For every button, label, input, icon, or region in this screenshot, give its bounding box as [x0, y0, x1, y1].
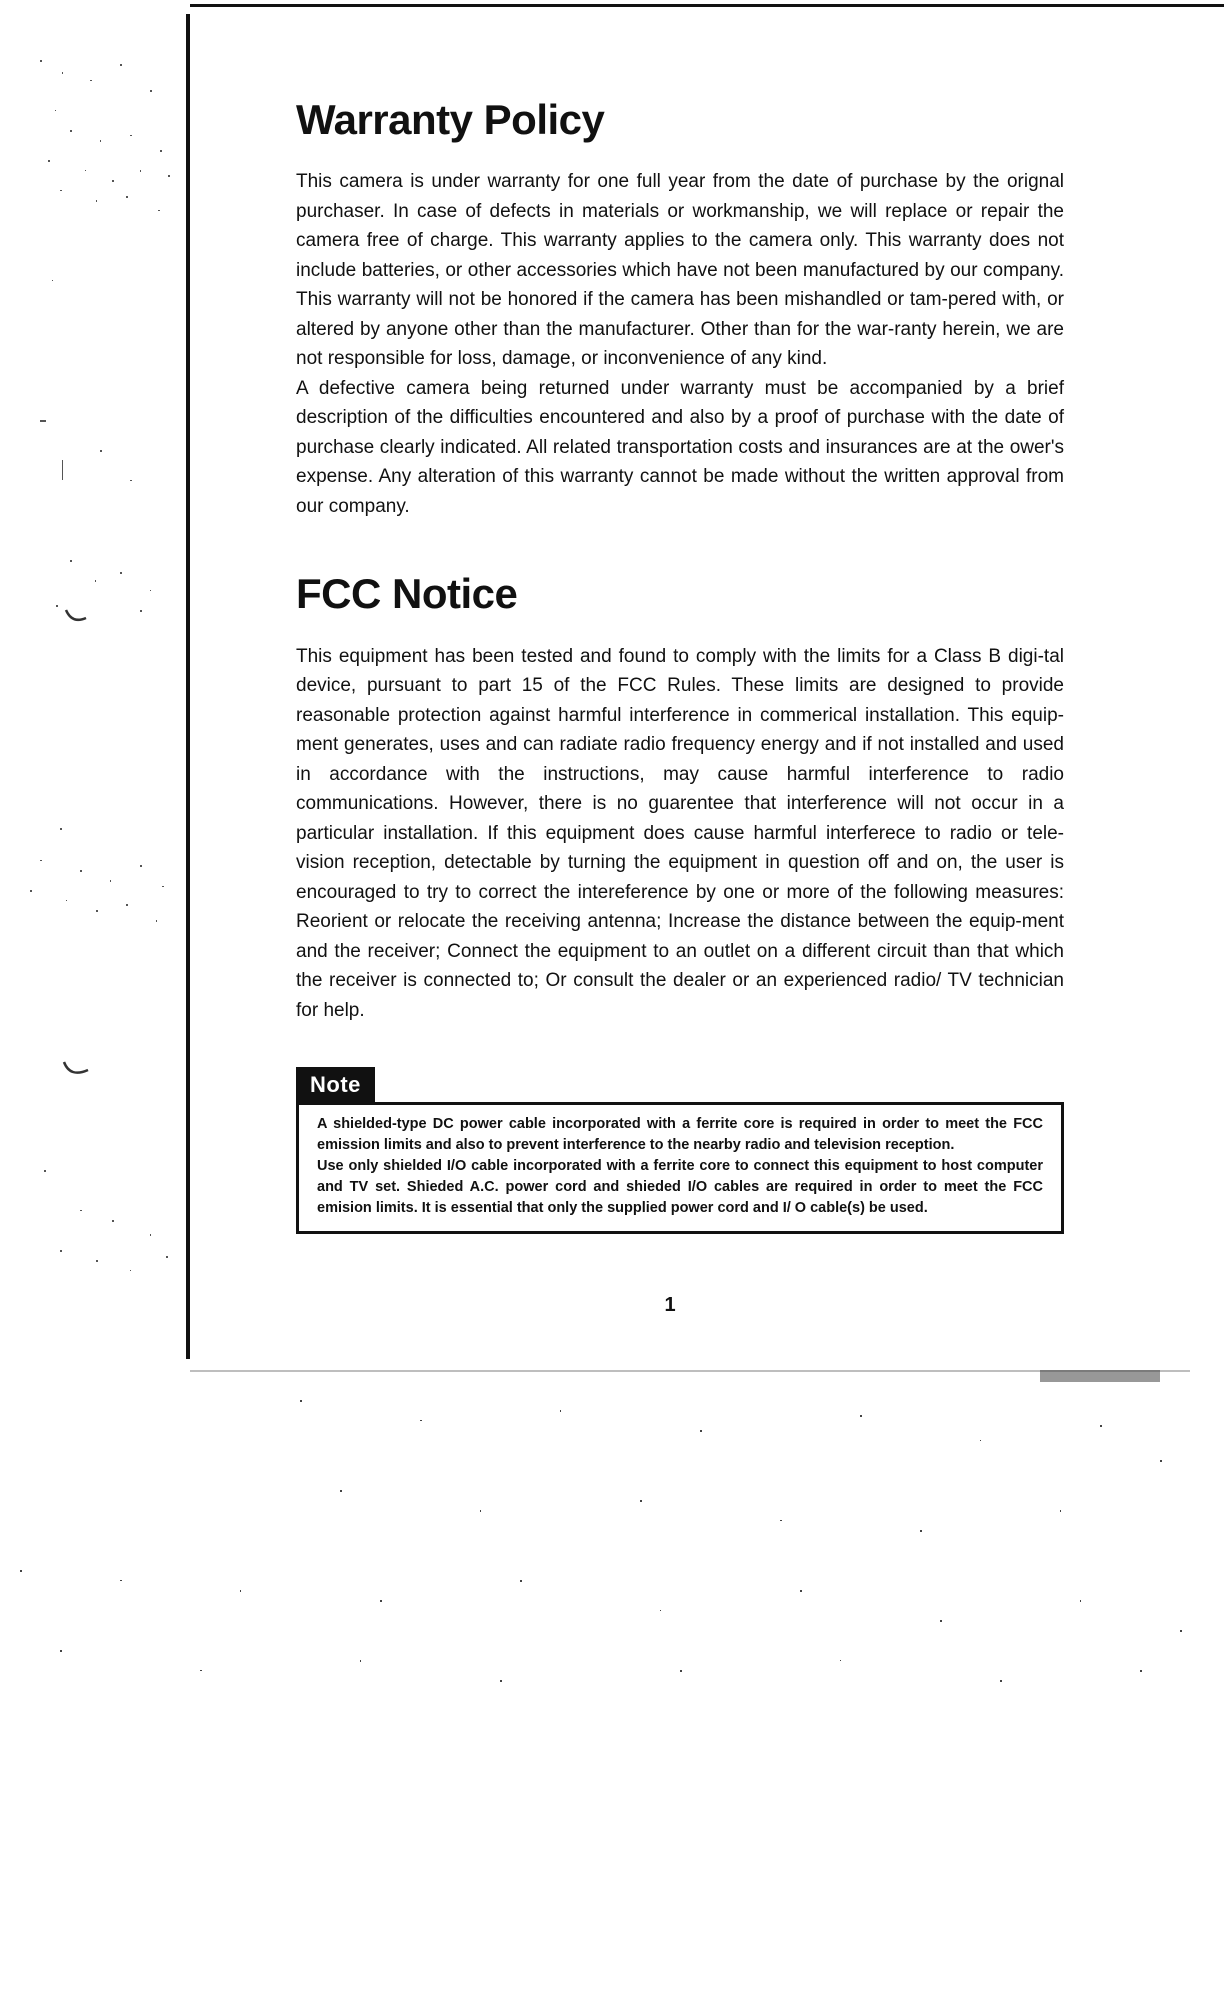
binding-edge-line	[186, 14, 190, 1359]
note-paragraph: A shielded-type DC power cable incorporated with a ferrite core is required in order to meet the FCC emission limits and also to prevent interference to the nearby radio and television reception.	[317, 1116, 1043, 1154]
warranty-heading: Warranty Policy	[296, 96, 605, 143]
fcc-paragraph: This equipment has been tested and found to comply with the limits for a Class B digi-tal device, pursuant to part 15 of the FCC Rules. These limits are designed to provide reasonable protection against harmful interference in commerical installation. This equip-ment generates, uses and can radiate radio frequency energy and if not installed and used in accordance with the instructions, may cause harmful interference to radio communications. However, there is no guarentee that interference will not occur in a particular installation. If this equipment does cause harmful interferece to radio or tele-vision reception, detectable by turning the equipment in question off and on, the user is encouraged to try to correct the intereference by one or more of the following measures: Reorient or relocate the receiving antenna; Increase the distance between the equip-ment and the receiver; Connect the equipment to an outlet on a different circuit than that which the receiver is connected to; Or consult the dealer or an experienced radio/ TV technician for help.	[296, 645, 1064, 1021]
scan-noise-bottom	[0, 1370, 1224, 1700]
fcc-heading: FCC Notice	[296, 570, 518, 618]
top-rule	[190, 4, 1224, 7]
note-label: Note	[296, 1067, 375, 1102]
warranty-return-paragraph: A defective camera being returned under warranty must be accompanied by a brief description of the difficulties encountered and also by a proof of purchase with the date of purchase clearly indicated. All related transportation costs and insurances are at the ower's expense. Any alteration of this warranty cannot be made without the written approval from our company.	[296, 377, 1064, 517]
scan-noise-left-margin	[0, 20, 186, 1350]
page-content	[296, 95, 1064, 1234]
note-paragraph: Use only shielded I/O cable incorporated with a ferrite core to connect this equipment to host computer and TV set. Shieded A.C. power cord and shieded I/O cables are required in order to meet the FCC emision limits. It is essential that only the supplied power cord and I/ O cable(s) be used.	[317, 1158, 1043, 1217]
note-box	[296, 1102, 1064, 1234]
page-number: 1	[664, 1294, 676, 1316]
note-section	[296, 1067, 1064, 1234]
warranty-paragraph: This camera is under warranty for one full year from the date of purchase by the orignal purchaser. In case of defects in materials or workmanship, we will replace or repair the camera free of charge. This warranty applies to the camera only. This warranty does not include batteries, or other accessories which have not been manufactured by our company. This warranty will not be honored if the camera has been mishandled or tam-pered with, or altered by anyone other than the manufacturer. Other than for the war-ranty herein, we are not responsible for loss, damage, or inconvenience of any kind.	[296, 171, 1064, 370]
